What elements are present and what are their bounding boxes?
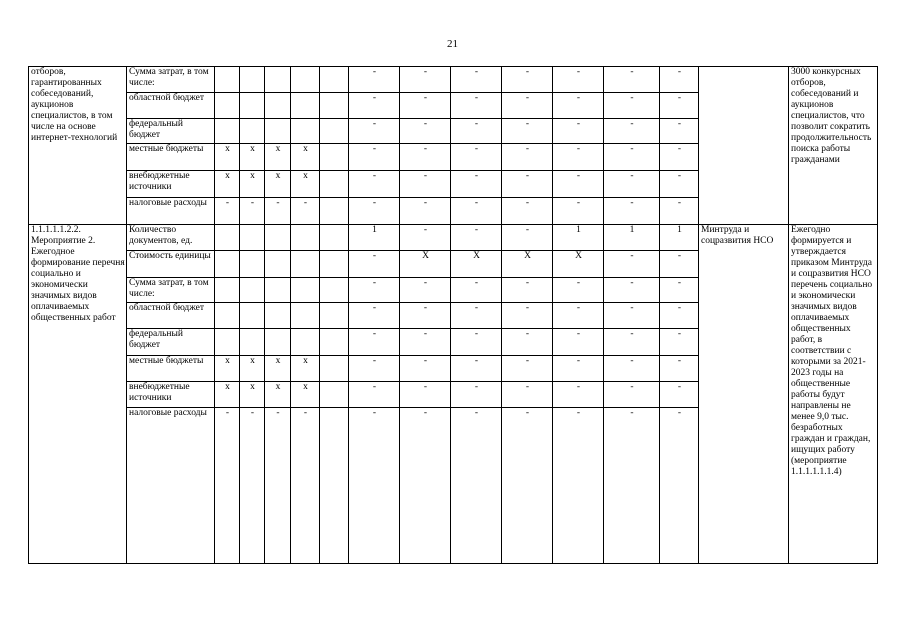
x-mark-cell [265, 224, 291, 250]
value-cell: 1 [604, 224, 660, 250]
x-mark-cell: - [291, 408, 320, 564]
value-cell: 1 [660, 224, 699, 250]
value-cell: - [400, 302, 451, 328]
indicator-cell: местные бюджеты [127, 143, 215, 170]
value-cell: - [400, 171, 451, 197]
value-cell: Х [451, 251, 502, 277]
indicator-cell: внебюджетные источники [127, 171, 215, 197]
x-mark-cell: х [215, 381, 240, 407]
x-mark-cell: х [240, 356, 265, 381]
program-measures-table [28, 66, 878, 564]
value-cell: - [660, 197, 699, 224]
value-cell: 1 [349, 224, 400, 250]
empty-cell [320, 251, 349, 277]
value-cell: - [451, 329, 502, 356]
executor-cell: Минтруда и соцразвития НСО [699, 224, 789, 563]
value-cell: - [553, 143, 604, 170]
value-cell: - [553, 408, 604, 564]
value-cell: - [400, 197, 451, 224]
value-cell: - [604, 197, 660, 224]
x-mark-cell [291, 277, 320, 302]
value-cell: - [553, 118, 604, 143]
x-mark-cell [291, 224, 320, 250]
x-mark-cell [240, 302, 265, 328]
value-cell: - [400, 408, 451, 564]
indicator-cell: Стоимость единицы [127, 251, 215, 277]
x-mark-cell: - [291, 197, 320, 224]
x-mark-cell: х [291, 381, 320, 407]
value-cell: - [349, 67, 400, 93]
x-mark-cell: - [215, 408, 240, 564]
x-mark-cell: - [265, 197, 291, 224]
indicator-cell: федеральный бюджет [127, 118, 215, 143]
x-mark-cell: - [240, 197, 265, 224]
measure-name: 1.1.1.1.1.2.2. Мероприятие 2. Ежегодное формирование перечня социально и экономически значимых видов оплачиваемых общественных работ [29, 224, 127, 563]
x-mark-cell: - [240, 408, 265, 564]
value-cell: - [502, 356, 553, 381]
value-cell: - [451, 171, 502, 197]
x-mark-cell [291, 251, 320, 277]
empty-cell [320, 356, 349, 381]
value-cell: Х [553, 251, 604, 277]
x-mark-cell [215, 302, 240, 328]
indicator-cell: налоговые расходы [127, 197, 215, 224]
indicator-cell: налоговые расходы [127, 408, 215, 564]
empty-cell [320, 224, 349, 250]
value-cell: - [604, 251, 660, 277]
value-cell: 1 [553, 224, 604, 250]
value-cell: - [553, 93, 604, 118]
x-mark-cell [265, 329, 291, 356]
x-mark-cell: х [215, 356, 240, 381]
value-cell: - [502, 381, 553, 407]
value-cell: - [660, 408, 699, 564]
value-cell: - [660, 251, 699, 277]
value-cell: - [502, 93, 553, 118]
x-mark-cell [215, 118, 240, 143]
value-cell: - [502, 302, 553, 328]
x-mark-cell: - [265, 408, 291, 564]
expected-result-cell: 3000 конкурсных отборов, собеседований и аукционов специалистов, что позволит сократить продолжительность поиска работы гражданами [789, 67, 878, 225]
x-mark-cell [265, 302, 291, 328]
value-cell: - [349, 251, 400, 277]
x-mark-cell: х [215, 171, 240, 197]
value-cell: - [502, 118, 553, 143]
x-mark-cell [240, 224, 265, 250]
x-mark-cell: х [291, 356, 320, 381]
x-mark-cell [240, 329, 265, 356]
x-mark-cell: х [240, 171, 265, 197]
x-mark-cell [215, 329, 240, 356]
value-cell: - [349, 143, 400, 170]
value-cell: - [660, 356, 699, 381]
x-mark-cell [291, 118, 320, 143]
x-mark-cell [240, 93, 265, 118]
value-cell: - [451, 302, 502, 328]
x-mark-cell: х [291, 143, 320, 170]
value-cell: - [660, 93, 699, 118]
x-mark-cell [291, 93, 320, 118]
indicator-cell: Сумма затрат, в том числе: [127, 277, 215, 302]
empty-cell [320, 329, 349, 356]
empty-cell [320, 118, 349, 143]
x-mark-cell: х [265, 356, 291, 381]
value-cell: - [604, 277, 660, 302]
value-cell: - [502, 408, 553, 564]
empty-cell [320, 381, 349, 407]
value-cell: - [451, 356, 502, 381]
value-cell: - [604, 143, 660, 170]
x-mark-cell [291, 329, 320, 356]
value-cell: - [553, 171, 604, 197]
indicator-cell: Количество документов, ед. [127, 224, 215, 250]
indicator-cell: федеральный бюджет [127, 329, 215, 356]
value-cell: Х [400, 251, 451, 277]
measure-name: отборов, гарантированных собеседований, аукционов специалистов, в том числе на основе интернет-технологий [29, 67, 127, 225]
value-cell: - [400, 277, 451, 302]
value-cell: - [349, 356, 400, 381]
x-mark-cell [265, 67, 291, 93]
value-cell: - [604, 356, 660, 381]
x-mark-cell [215, 277, 240, 302]
empty-cell [320, 93, 349, 118]
indicator-cell: внебюджетные источники [127, 381, 215, 407]
indicator-cell: областной бюджет [127, 93, 215, 118]
value-cell: - [349, 329, 400, 356]
value-cell: - [553, 329, 604, 356]
value-cell: - [660, 143, 699, 170]
value-cell: - [604, 329, 660, 356]
value-cell: - [400, 67, 451, 93]
value-cell: - [451, 93, 502, 118]
x-mark-cell [265, 277, 291, 302]
value-cell: - [502, 329, 553, 356]
indicator-cell: областной бюджет [127, 302, 215, 328]
value-cell: - [349, 171, 400, 197]
value-cell: - [553, 381, 604, 407]
x-mark-cell [240, 67, 265, 93]
value-cell: - [660, 171, 699, 197]
value-cell: - [502, 67, 553, 93]
value-cell: - [604, 118, 660, 143]
x-mark-cell: х [240, 143, 265, 170]
x-mark-cell [265, 118, 291, 143]
value-cell: - [553, 356, 604, 381]
value-cell: - [400, 118, 451, 143]
value-cell: - [349, 302, 400, 328]
value-cell: - [660, 381, 699, 407]
x-mark-cell [240, 251, 265, 277]
page-number: 21 [447, 38, 458, 50]
value-cell: - [400, 93, 451, 118]
value-cell: - [502, 277, 553, 302]
value-cell: - [553, 277, 604, 302]
expected-result-cell: Ежегодно формируется и утверждается приказом Минтруда и соцразвития НСО перечень социально и экономически значимых видов оплачиваемых общественных работ, в соответствии с которыми за 2021-2023 годы на общественные работы будут направлены не менее 9,0 тыс. безработных граждан и граждан, ищущих работу (мероприятие 1.1.1.1.1.1.4) [789, 224, 878, 563]
empty-cell [320, 197, 349, 224]
indicator-cell: Сумма затрат, в том числе: [127, 67, 215, 93]
value-cell: - [451, 67, 502, 93]
value-cell: - [604, 171, 660, 197]
empty-cell [320, 302, 349, 328]
value-cell: - [451, 277, 502, 302]
value-cell: - [604, 302, 660, 328]
table-row [29, 67, 878, 93]
x-mark-cell [265, 251, 291, 277]
empty-cell [320, 171, 349, 197]
x-mark-cell [215, 67, 240, 93]
value-cell: - [349, 118, 400, 143]
value-cell: - [604, 408, 660, 564]
empty-cell [320, 143, 349, 170]
value-cell: - [451, 224, 502, 250]
x-mark-cell: х [265, 143, 291, 170]
executor-cell [699, 67, 789, 225]
x-mark-cell [291, 67, 320, 93]
value-cell: - [451, 408, 502, 564]
value-cell: - [451, 197, 502, 224]
value-cell: - [502, 143, 553, 170]
empty-cell [320, 67, 349, 93]
value-cell: - [451, 143, 502, 170]
value-cell: - [660, 277, 699, 302]
value-cell: - [553, 197, 604, 224]
x-mark-cell [215, 224, 240, 250]
indicator-cell: местные бюджеты [127, 356, 215, 381]
value-cell: - [502, 224, 553, 250]
x-mark-cell: х [265, 171, 291, 197]
x-mark-cell [215, 251, 240, 277]
value-cell: - [349, 277, 400, 302]
x-mark-cell: х [215, 143, 240, 170]
x-mark-cell: - [215, 197, 240, 224]
value-cell: - [660, 329, 699, 356]
value-cell: - [400, 329, 451, 356]
x-mark-cell [215, 93, 240, 118]
x-mark-cell: х [240, 381, 265, 407]
value-cell: - [349, 408, 400, 564]
value-cell: - [553, 302, 604, 328]
value-cell: - [502, 197, 553, 224]
empty-cell [320, 408, 349, 564]
x-mark-cell: х [265, 381, 291, 407]
value-cell: - [660, 302, 699, 328]
x-mark-cell [240, 118, 265, 143]
empty-cell [320, 277, 349, 302]
value-cell: - [604, 93, 660, 118]
value-cell: - [349, 381, 400, 407]
x-mark-cell: х [291, 171, 320, 197]
value-cell: - [400, 143, 451, 170]
value-cell: Х [502, 251, 553, 277]
value-cell: - [604, 381, 660, 407]
value-cell: - [451, 381, 502, 407]
value-cell: - [451, 118, 502, 143]
value-cell: - [502, 171, 553, 197]
value-cell: - [400, 356, 451, 381]
table-row [29, 224, 878, 250]
x-mark-cell [265, 93, 291, 118]
x-mark-cell [240, 277, 265, 302]
value-cell: - [349, 93, 400, 118]
value-cell: - [604, 67, 660, 93]
value-cell: - [553, 67, 604, 93]
value-cell: - [660, 118, 699, 143]
value-cell: - [400, 381, 451, 407]
x-mark-cell [291, 302, 320, 328]
value-cell: - [349, 197, 400, 224]
value-cell: - [400, 224, 451, 250]
value-cell: - [660, 67, 699, 93]
